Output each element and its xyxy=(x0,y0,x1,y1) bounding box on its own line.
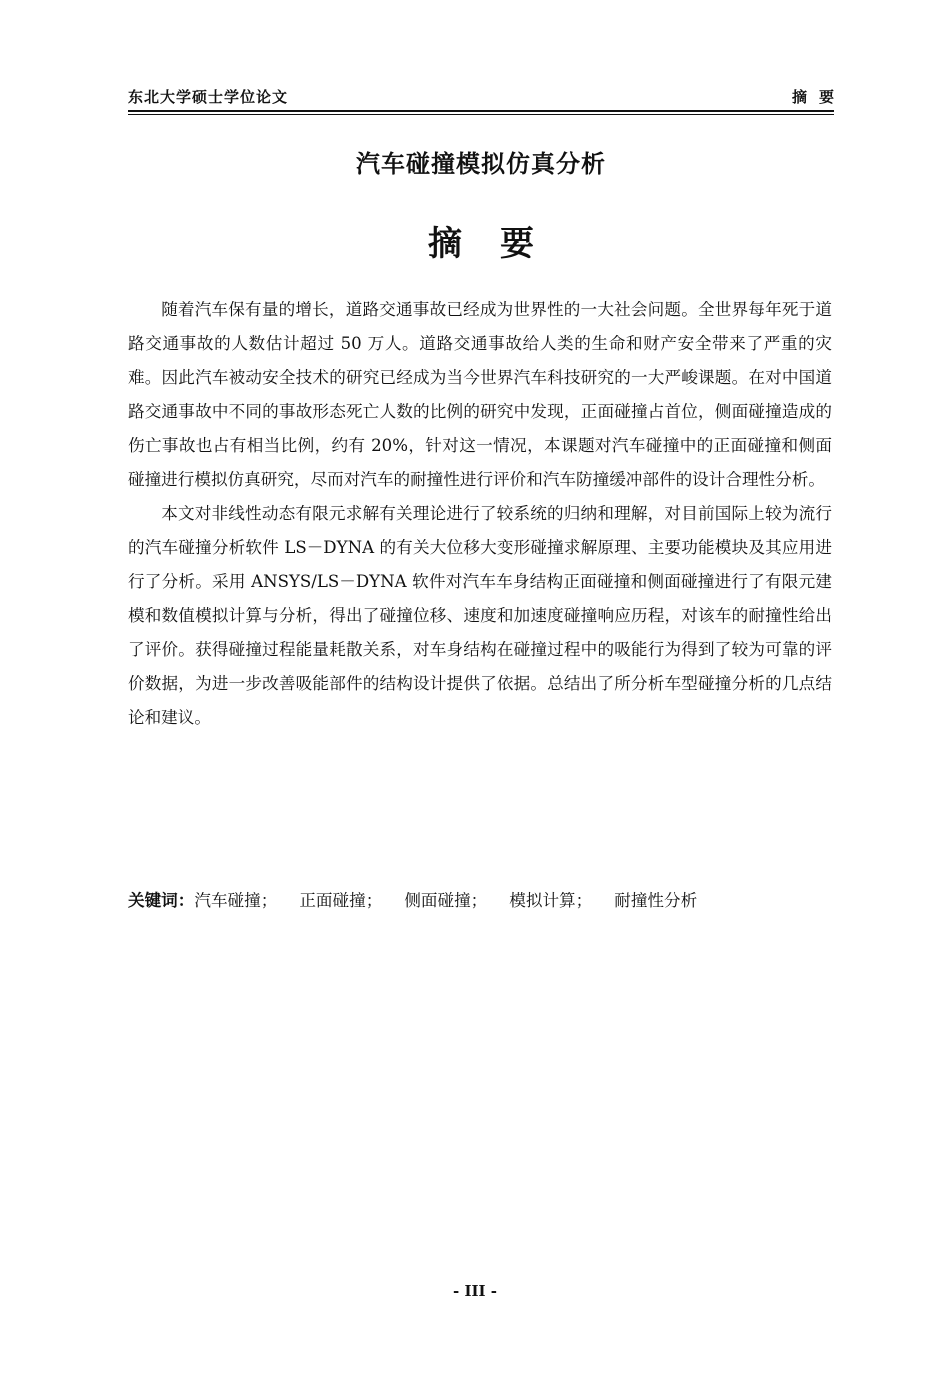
abstract-body xyxy=(128,293,832,735)
keywords-label: 关键词： xyxy=(128,891,195,910)
header-rule-thin xyxy=(128,114,834,115)
header-section-name: 摘要 xyxy=(791,88,846,106)
keyword-item: 汽车碰撞； xyxy=(194,891,278,910)
abstract-paragraph-1: 随着汽车保有量的增长，道路交通事故已经成为世界性的一大社会问题。全世界每年死于道路交通事故的人数估计超过 50 万人。道路交通事故给人类的生命和财产安全带来了严重的灾难。因此汽车被动安全技术的研究已经成为当今世界汽车科技研究的一大严峻课题。在对中国道路交通事故中不同的事故形态死亡人数的比例的研究中发现，正面碰撞占首位，侧面碰撞造成的伤亡事故也占有相当比例，约有 20%，针对这一情况，本课题对汽车碰撞中的正面碰撞和侧面碰撞进行模拟仿真研究，尽而对汽车的耐撞性进行评价和汽车防撞缓冲部件的设计合理性分析。 xyxy=(128,300,832,489)
abstract-heading: 摘要 xyxy=(428,224,572,264)
header-rule xyxy=(128,110,834,112)
keyword-item: 侧面碰撞； xyxy=(404,891,488,910)
abstract-paragraph-2: 本文对非线性动态有限元求解有关理论进行了较系统的归纳和理解，对目前国际上较为流行的汽车碰撞分析软件 LS－DYNA 的有关大位移大变形碰撞求解原理、主要功能模块及其应用进行了分析。采用 ANSYS/LS－DYNA 软件对汽车车身结构正面碰撞和侧面碰撞进行了有限元建模和数值模拟计算与分析，得出了碰撞位移、速度和加速度碰撞响应历程，对该车的耐撞性给出了评价。获得碰撞过程能量耗散关系，对车身结构在碰撞过程中的吸能行为得到了较为可靠的评价数据，为进一步改善吸能部件的结构设计提供了依据。总结出了所分析车型碰撞分析的几点结论和建议。 xyxy=(128,504,832,727)
keyword-item: 耐撞性分析 xyxy=(614,891,698,910)
running-header xyxy=(128,86,846,110)
keyword-item: 模拟计算； xyxy=(509,891,593,910)
thesis-title: 汽车碰撞模拟仿真分析 xyxy=(356,150,606,178)
keyword-item: 正面碰撞； xyxy=(299,891,383,910)
page-number: - III - xyxy=(453,1282,497,1300)
keywords-line xyxy=(128,884,834,918)
header-thesis-type: 东北大学硕士学位论文 xyxy=(128,88,289,106)
